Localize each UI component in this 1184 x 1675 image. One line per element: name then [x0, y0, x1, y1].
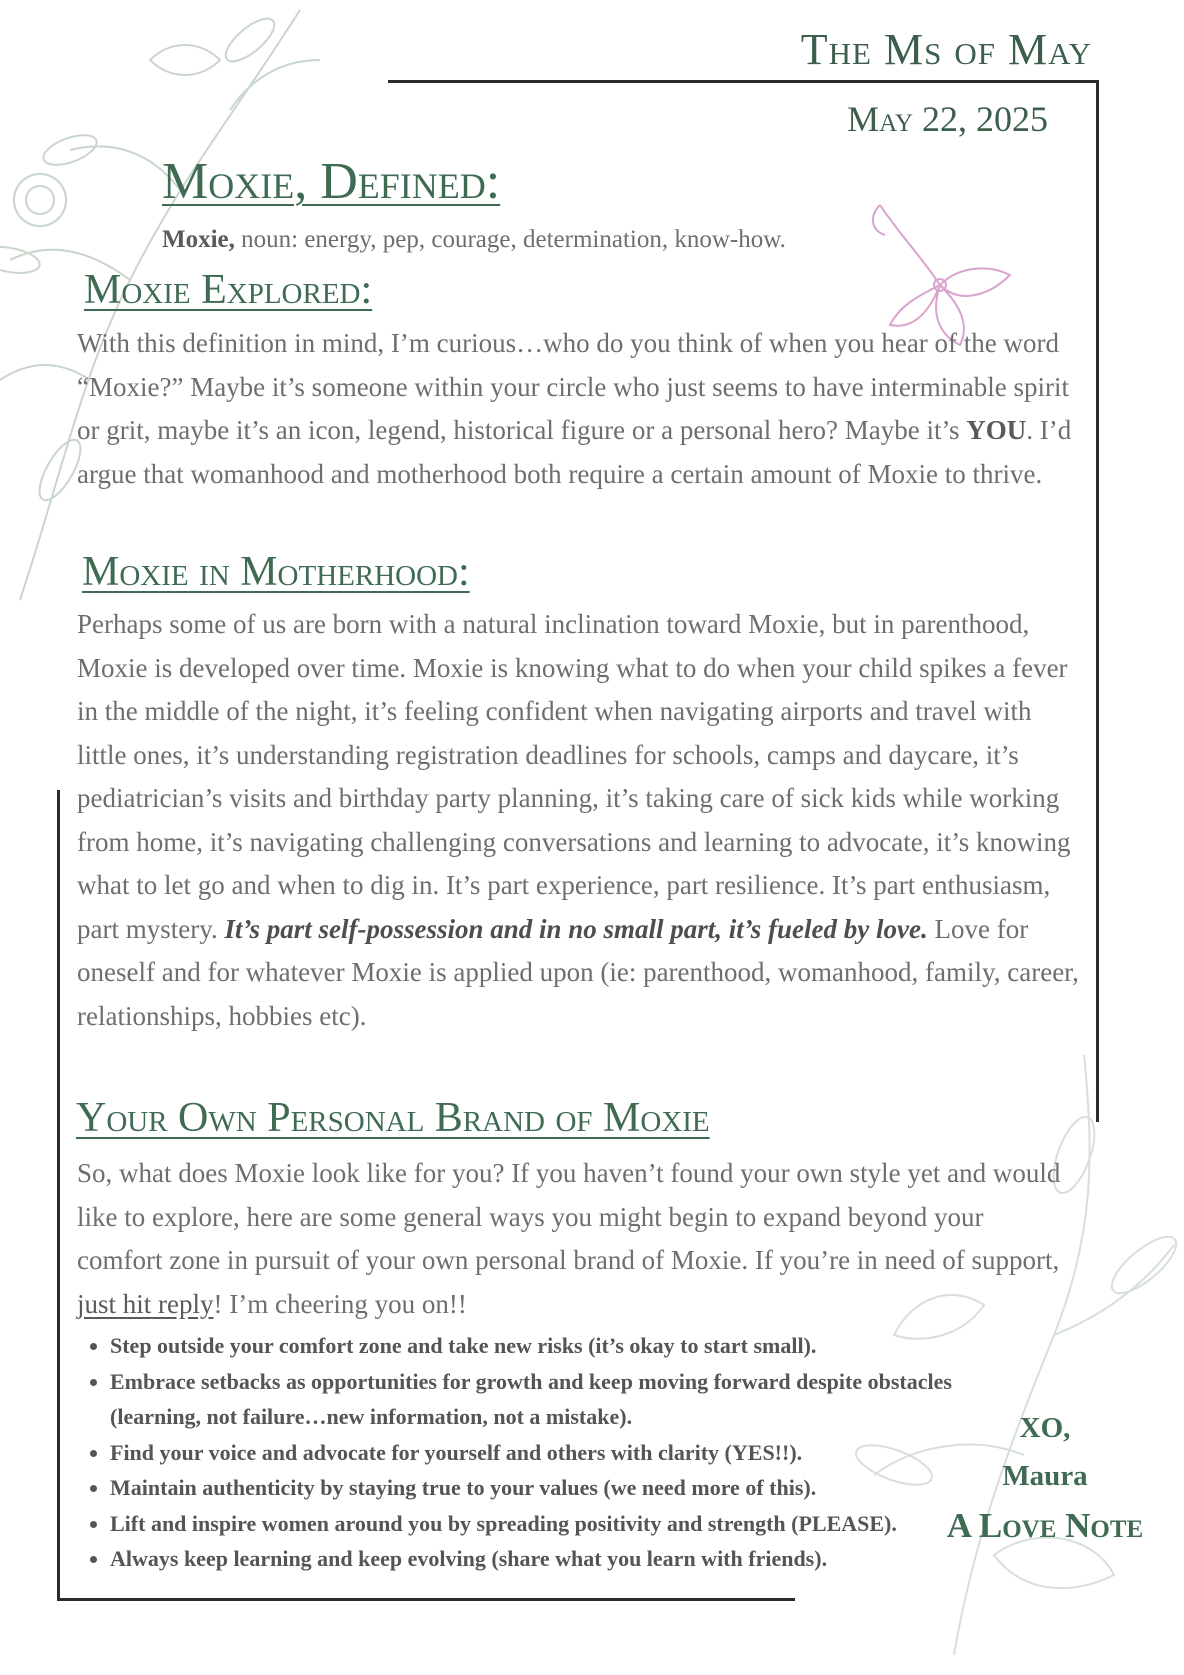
paragraph-brand	[77, 1152, 1067, 1326]
list-item: • Lift and inspire women around you by spreading positivity and strength (PLEASE).	[110, 1506, 990, 1542]
definition-text: noun: energy, pep, courage, determination, know-how.	[234, 226, 786, 253]
definition-term: Moxie,	[162, 226, 235, 253]
motherhood-text-1: Perhaps some of us are born with a natural inclination toward Moxie, but in parenthood, Moxie is developed over time. Moxie is knowing what to do when your child spikes a fever in the middle of the night, it’s feeling confident when navigating airports and travel with little ones, it’s understanding registration deadlines for schools, camps and daycare, it’s pediatrician’s visits and birthday party planning, it’s taking care of sick kids while working from home, it’s navigating challenging conversations and learning to advocate, it’s knowing what to let go and when to dig in. It’s part experience, part resilience. It’s part enthusiasm, part mystery.	[77, 609, 1071, 944]
explored-text-2: . I’d argue that womanhood and motherhood both require a certain amount of Moxie to thrive.	[77, 415, 1072, 489]
motherhood-text-2: Love for oneself and for whatever Moxie is applied upon (ie: parenthood, womanhood, family, career, relationships, hobbies etc).	[77, 913, 1079, 1031]
bottom-rule	[57, 1598, 795, 1601]
motherhood-emphasis: It’s part self-possession and in no small part, it’s fueled by love.	[224, 913, 928, 944]
left-rule	[57, 790, 60, 1600]
newsletter-masthead: The Ms of May	[800, 25, 1092, 74]
explored-you: YOU	[966, 415, 1027, 445]
definition-line	[162, 222, 786, 258]
list-item: • Always keep learning and keep evolving (share what you learn with friends).	[110, 1541, 990, 1577]
heading-personal-brand: Your Own Personal Brand of Moxie	[76, 1095, 710, 1141]
heading-moxie-explored: Moxie Explored:	[84, 267, 373, 313]
paragraph-explored	[77, 322, 1081, 496]
heading-moxie-motherhood: Moxie in Motherhood:	[82, 549, 470, 595]
brand-text-1: So, what does Moxie look like for you? If you haven’t found your own style yet and would like to explore, here are some general ways you might begin to expand beyond your comfort zone in pursuit of your own personal brand of Moxie. If you’re in need of support,	[77, 1158, 1061, 1275]
list-item: • Embrace setbacks as opportunities for growth and keep moving forward despite obstacles (learning, not failure…new information, not a mistake).	[110, 1364, 990, 1435]
top-rule	[388, 80, 1098, 83]
paragraph-motherhood	[77, 603, 1081, 1038]
list-item: • Maintain authenticity by staying true to your values (we need more of this).	[110, 1470, 990, 1506]
signoff-tagline: A Love Note	[946, 1506, 1144, 1545]
brand-text-2: ! I’m cheering you on!!	[213, 1288, 467, 1319]
right-rule	[1096, 80, 1099, 1122]
explored-text-1: With this definition in mind, I’m curious…who do you think of when you hear of the word “Moxie?” Maybe it’s someone within your circle who just seems to have interminable spirit or grit, maybe it’s an icon, legend, historical figure or a personal hero? Maybe it’s	[77, 328, 1070, 445]
list-item: • Step outside your comfort zone and take new risks (it’s okay to start small).	[110, 1328, 990, 1364]
just-hit-reply-link[interactable]: just hit reply	[77, 1288, 214, 1319]
list-item: • Find your voice and advocate for yourself and others with clarity (YES!!).	[110, 1435, 990, 1471]
moxie-tips-list	[80, 1328, 990, 1577]
signoff-xo: XO,	[1019, 1412, 1071, 1444]
heading-moxie-defined: Moxie, Defined:	[162, 153, 501, 210]
issue-date: May 22, 2025	[847, 99, 1048, 139]
signoff-name: Maura	[1002, 1460, 1088, 1492]
